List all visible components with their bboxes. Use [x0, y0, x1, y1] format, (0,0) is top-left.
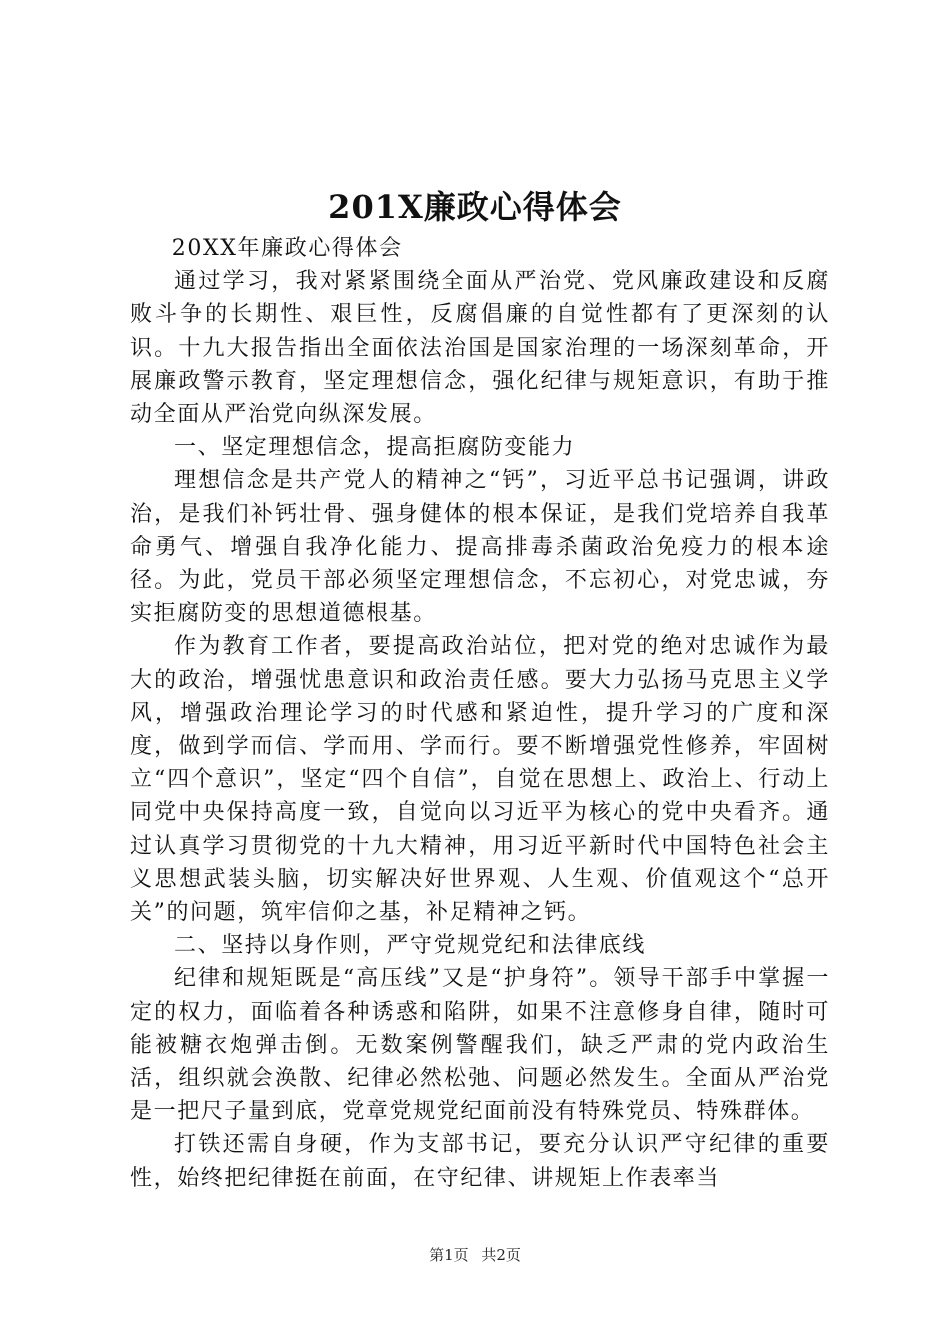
page-footer [0, 1245, 950, 1265]
section-heading-2: 二、坚持以身作则，严守党规党纪和法律底线 [174, 933, 647, 959]
document-body [130, 232, 830, 1195]
document-subtitle: 20XX年廉政心得体会 [171, 236, 403, 261]
paragraph-educator: 作为教育工作者，要提高政治站位，把对党的绝对忠诚作为最大的政治，增强忧患意识和政治责任感。要大力弘扬马克思主义学风，增强政治理论学习的时代感和紧迫性，提升学习的广度和深度，做到学而信、学而用、学而行。要不断增强党性修养，牢固树立“四个意识”，坚定“四个自信”，自觉在思想上、政治上、行动上同党中央保持高度一致，自觉向以习近平为核心的党中央看齐。通过认真学习贯彻党的十九大精神，用习近平新时代中国特色社会主义思想武装头脑，切实解决好世界观、人生观、价值观这个“总开关”的问题，筑牢信仰之基，补足精神之钙。 [130, 634, 830, 926]
paragraph-branch-secretary: 打铁还需自身硬，作为支部书记，要充分认识严守纪律的重要性，始终把纪律挺在前面，在守纪律、讲规矩上作表率当 [130, 1132, 830, 1191]
page-number-total: 共2页 [481, 1246, 521, 1264]
paragraph-discipline: 纪律和规矩既是“高压线”又是“护身符”。领导干部手中掌握一定的权力，面临着各种诱惑和陷阱，如果不注意修身自律，随时可能被糖衣炮弹击倒。无数案例警醒我们，缺乏严肃的党内政治生活，组织就会涣散、纪律必然松弛、问题必然发生。全面从严治党是一把尺子量到底，党章党规党纪面前没有特殊党员、特殊群体。 [130, 966, 830, 1125]
paragraph-ideals: 理想信念是共产党人的精神之“钙”，习近平总书记强调，讲政治，是我们补钙壮骨、强身健体的根本保证，是我们党培养自我革命勇气、增强自我净化能力、提高排毒杀菌政治免疫力的根本途径。为此，党员干部必须坚定理想信念，不忘初心，对党忠诚，夯实拒腐防变的思想道德根基。 [130, 468, 830, 627]
section-heading-1: 一、坚定理想信念，提高拒腐防变能力 [174, 435, 576, 461]
paragraph-intro: 通过学习，我对紧紧围绕全面从严治党、党风廉政建设和反腐败斗争的长期性、艰巨性，反腐倡廉的自觉性都有了更深刻的认识。十九大报告指出全面依法治国是国家治理的一场深刻革命，开展廉政警示教育，坚定理想信念，强化纪律与规矩意识，有助于推动全面从严治党向纵深发展。 [130, 269, 830, 428]
page-number-current: 第1页 [429, 1246, 469, 1264]
document-title: 201X廉政心得体会 [328, 188, 622, 226]
